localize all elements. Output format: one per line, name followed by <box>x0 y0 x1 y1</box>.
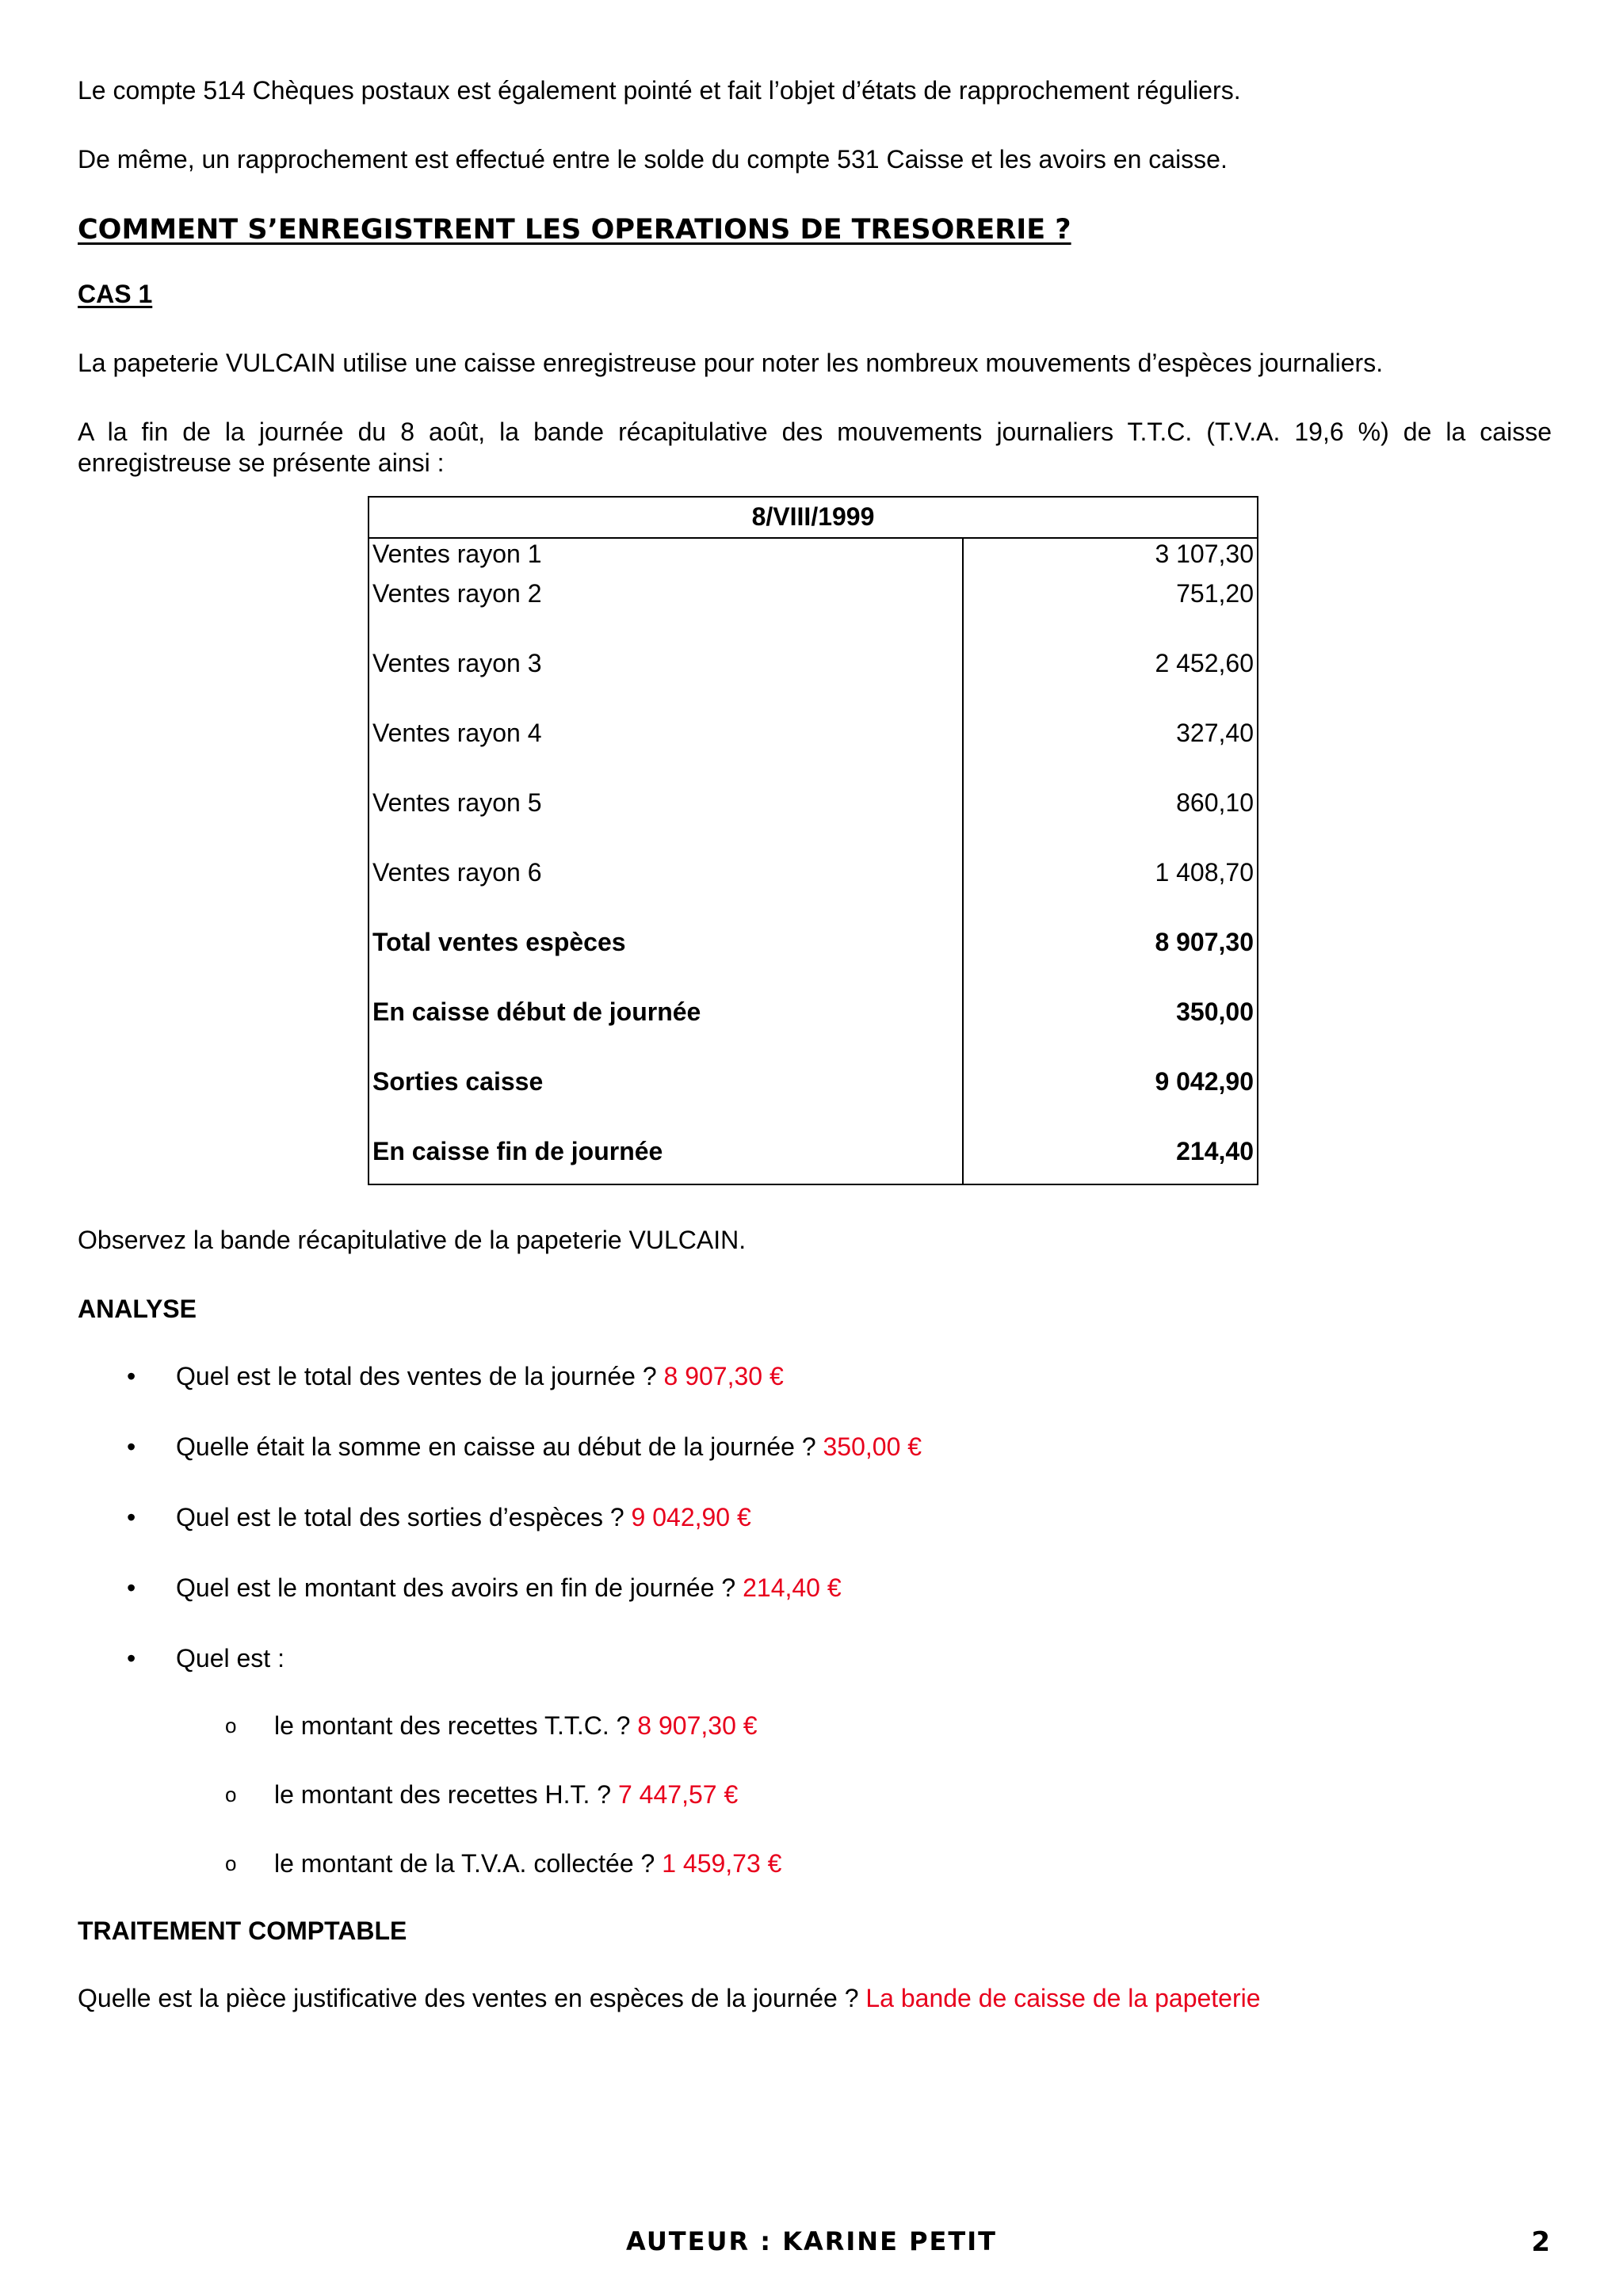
list-item <box>78 1779 1552 1810</box>
row-value: 214,40 <box>963 1136 1258 1184</box>
row-value: 8 907,30 <box>963 927 1258 997</box>
traitement-question <box>78 1983 1552 2014</box>
section-heading: COMMENT S’ENREGISTRENT LES OPERATIONS DE TRESORERIE ? <box>78 214 1071 246</box>
question-text: le montant des recettes T.T.C. ? <box>274 1711 638 1741</box>
analyse-title: ANALYSE <box>78 1294 197 1323</box>
table-row-total-sales <box>369 927 1258 997</box>
row-label: Sorties caisse <box>369 1066 963 1136</box>
row-label: Ventes rayon 3 <box>369 648 963 718</box>
answer-text: 7 447,57 € <box>617 1780 739 1810</box>
table-row <box>369 578 1258 648</box>
page-number: 2 <box>1531 2226 1550 2258</box>
observe-instruction: Observez la bande récapitulative de la papeterie VULCAIN. <box>78 1225 747 1254</box>
analyse-subquestion-list <box>78 1711 1552 1879</box>
case-paragraph-2: A la fin de la journée du 8 août, la bande récapitulative des mouvements journaliers T.T.C. (T.V.A. 19,6 %) de la caisse enregistreuse se présente ainsi : <box>78 417 1552 477</box>
question-text: Quel est : <box>176 1644 285 1673</box>
row-value: 751,20 <box>963 578 1258 648</box>
row-value: 1 408,70 <box>963 857 1258 927</box>
table-row <box>369 538 1258 578</box>
question-text: Quel est le montant des avoirs en fin de journée ? <box>176 1573 743 1603</box>
table-row <box>369 648 1258 718</box>
bullet-icon: • <box>127 1503 136 1531</box>
row-label: Ventes rayon 5 <box>369 788 963 857</box>
table-row-cash-out <box>369 1066 1258 1136</box>
row-value: 350,00 <box>963 997 1258 1066</box>
answer-text: 214,40 € <box>743 1573 842 1603</box>
bullet-icon: • <box>127 1361 136 1390</box>
row-label: En caisse fin de journée <box>369 1136 963 1184</box>
question-text: le montant des recettes H.T. ? <box>274 1780 618 1810</box>
cash-register-tape-table <box>368 496 1258 1185</box>
row-label: Ventes rayon 4 <box>369 718 963 788</box>
case-title: CAS 1 <box>78 279 153 308</box>
table-row <box>369 857 1258 927</box>
row-value: 9 042,90 <box>963 1066 1258 1136</box>
traitement-title: TRAITEMENT COMPTABLE <box>78 1917 407 1946</box>
analyse-question-list <box>78 1361 1552 1674</box>
intro-paragraph-2: De même, un rapprochement est effectué entre le solde du compte 531 Caisse et les avoirs en caisse. <box>78 145 1228 174</box>
list-item <box>78 1432 1552 1463</box>
row-label: Total ventes espèces <box>369 927 963 997</box>
tape-date-header: 8/VIII/1999 <box>369 497 1258 538</box>
table-row <box>369 788 1258 857</box>
list-item <box>78 1643 1552 1674</box>
answer-text: La bande de caisse de la papeterie <box>865 1984 1261 2013</box>
answer-text: 8 907,30 € <box>663 1361 784 1390</box>
row-value: 860,10 <box>963 788 1258 857</box>
question-text: le montant de la T.V.A. collectée ? <box>274 1849 663 1878</box>
question-text: Quelle était la somme en caisse au début de la journée ? <box>176 1432 823 1461</box>
list-item <box>78 1502 1552 1533</box>
table-row-closing-cash <box>369 1136 1258 1184</box>
row-value: 2 452,60 <box>963 648 1258 718</box>
list-item <box>78 1573 1552 1604</box>
row-label: En caisse début de journée <box>369 997 963 1066</box>
table-row-opening-cash <box>369 997 1258 1066</box>
row-label: Ventes rayon 1 <box>369 538 963 578</box>
answer-text: 8 907,30 € <box>637 1711 758 1741</box>
question-text: Quelle est la pièce justificative des ventes en espèces de la journée ? <box>78 1984 866 2013</box>
question-text: Quel est le total des sorties d’espèces ? <box>176 1503 632 1531</box>
circle-bullet-icon: o <box>225 1783 237 1807</box>
list-item <box>78 1711 1552 1741</box>
row-value: 327,40 <box>963 718 1258 788</box>
list-item <box>78 1848 1552 1879</box>
answer-text: 1 459,73 € <box>662 1849 782 1878</box>
bullet-icon: • <box>127 1432 136 1461</box>
bullet-icon: • <box>127 1644 136 1673</box>
list-item <box>78 1361 1552 1392</box>
document-page <box>78 75 1552 2014</box>
intro-paragraph-1: Le compte 514 Chèques postaux est également pointé et fait l’objet d’états de rapprochement réguliers. <box>78 76 1241 105</box>
row-label: Ventes rayon 2 <box>369 578 963 648</box>
table-row <box>369 718 1258 788</box>
row-value: 3 107,30 <box>963 538 1258 578</box>
question-text: Quel est le total des ventes de la journée ? <box>176 1361 664 1390</box>
bullet-icon: • <box>127 1573 136 1603</box>
circle-bullet-icon: o <box>225 1714 237 1738</box>
footer-author: AUTEUR : KARINE PETIT <box>626 2226 997 2256</box>
case-paragraph-1: La papeterie VULCAIN utilise une caisse enregistreuse pour noter les nombreux mouvements d’espèces journaliers. <box>78 348 1384 377</box>
answer-text: 9 042,90 € <box>631 1503 751 1531</box>
circle-bullet-icon: o <box>225 1852 237 1876</box>
answer-text: 350,00 € <box>823 1432 922 1461</box>
row-label: Ventes rayon 6 <box>369 857 963 927</box>
